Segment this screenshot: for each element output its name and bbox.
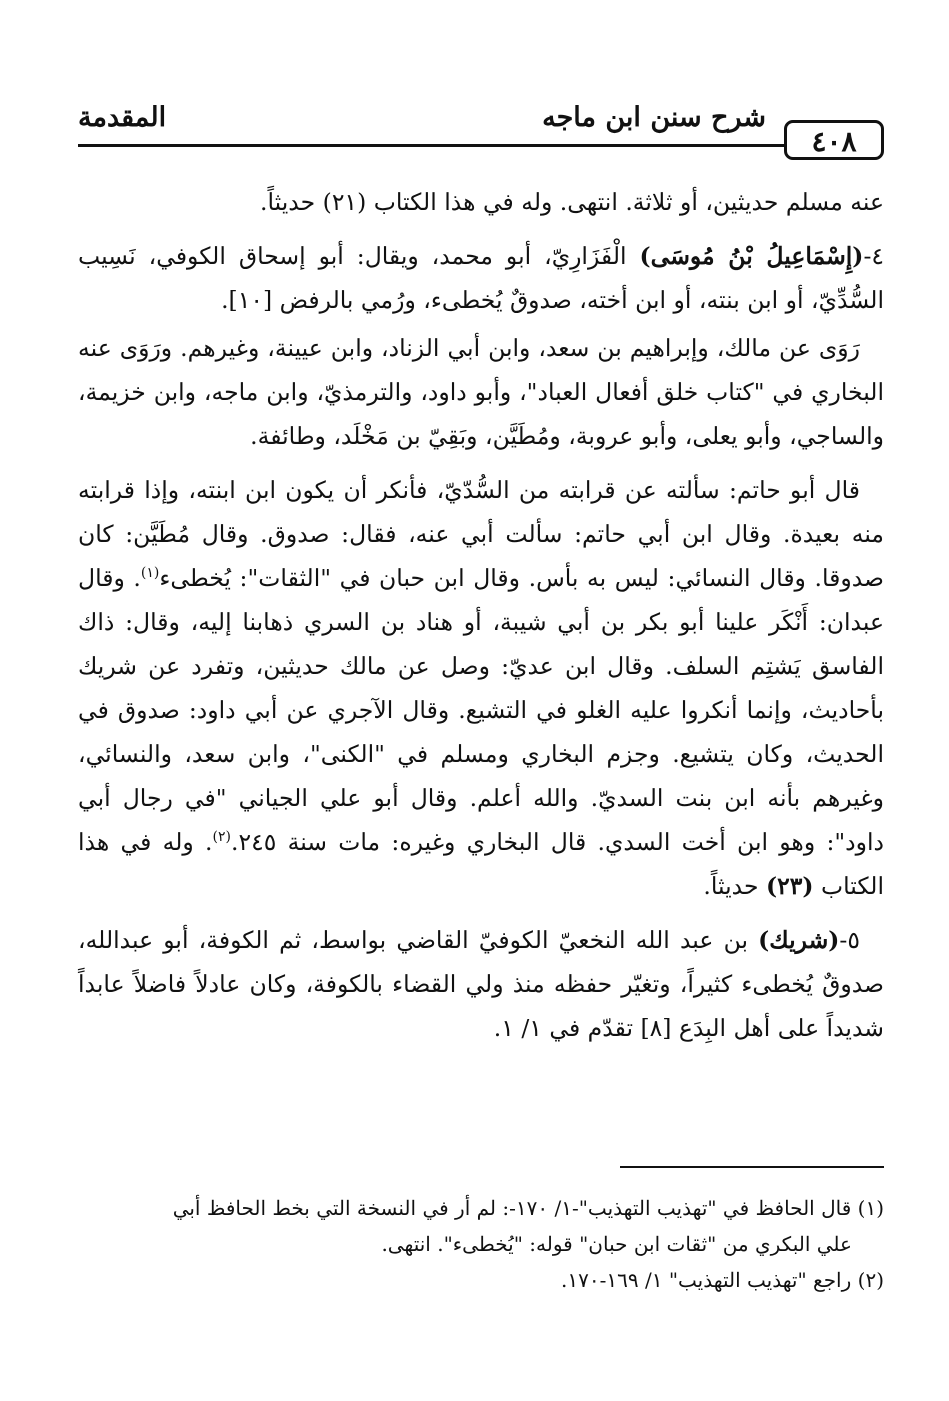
narrator-description: الْفَزَارِيّ، أبو محمد، ويقال: أبو إسحاق الكوفي، نَسِيب السُّدِّيّ، أو ابن بنته، أو ابن أخته، صدوقٌ يُخطىء، ورُمي بالرفض [١٠]. [78, 242, 884, 314]
footnote-1-line-1: (١) قال الحافظ في "تهذيب التهذيب"-١/ ١٧٠-: لم أر في النسخة التي بخط الحافظ أبي [172, 1196, 884, 1220]
critics-text-b: . وقال عبدان: أَنْكَر علينا أبو بكر بن أبي شيبة، أو هناد بن السري ذهابنا إليه، وقال: ذاك الفاسق يَشتِم السلف. وقال ابن عديّ: وصل عن مالك حديثين، وتفرد عن شريك بأحاديث، وإنما أنكروا عليه الغلو في التشيع. وقال الآجري عن أبي داود: صدوق في الحديث، وكان يتشيع. وجزم البخاري ومسلم في "الكنى"، وابن سعد، والنسائي، وغيرهم بأنه ابن بنت السديّ. والله أعلم. وقال أبو علي الجياني "في رجال أبي داود": وهو ابن أخت السدي. قال البخاري وغيره: مات سنة ٢٤٥. [78, 564, 884, 856]
critics-text-a: قال أبو حاتم: سألته عن قرابته من السُّدّيّ، فأنكر أن يكون ابن ابنته، وإذا قرابته منه بعيدة. وقال ابن أبي حاتم: سألت أبي عنه، فقال: صدوق. وقال مُطَيَّن: كان صدوقا. وقال النسائي: ليس به بأس. وقال ابن حبان في "الثقات": يُخطىء [78, 476, 884, 592]
page-number: ٤٠٨ [784, 120, 884, 160]
book-title: شرح سنن ابن ماجه [542, 102, 766, 133]
footnotes [78, 1190, 884, 1298]
narrator-description: بن عبد الله النخعيّ الكوفيّ القاضي بواسط، ثم الكوفة، أبو عبدالله، صدوقٌ يُخطىء كثيراً، وتغيّر حفظه منذ ولي القضاء بالكوفة، وكان عادلاً فاضلاً عابداً شديداً على أهل البِدَع [٨] تقدّم في ١/ ١. [78, 926, 884, 1042]
main-text [78, 180, 884, 1060]
critics-text-d: حديثاً. [703, 872, 766, 900]
footnote-1-line-2: علي البكري من "ثقات ابن حبان" قوله: "يُخطىء". انتهى. [381, 1232, 852, 1256]
narrator-name: (إِسْمَاعِيلُ بْنُ مُوسَى) [639, 242, 864, 270]
paragraph-narrators-list: رَوَى عن مالك، وإبراهيم بن سعد، وابن أبي الزناد، وابن عيينة، وغيرهم. ورَوَى عنه البخاري في "كتاب خلق أفعال العباد"، وأبو داود، والترمذيّ، وابن ماجه، وابن خزيمة، والساجي، وأبو يعلى، وأبو عروبة، ومُطَيَّن، وبَقِيّ بن مَخْلَد، وطائفة. [78, 334, 884, 450]
entry-number: ٥- [839, 926, 860, 954]
section-title: المقدمة [78, 102, 167, 133]
footnote-ref-2[interactable]: (٢) [212, 829, 231, 846]
footnote-ref-1[interactable]: (١) [140, 565, 160, 582]
paragraph-critics [78, 468, 884, 908]
header-rule [78, 144, 884, 147]
entry-number: ٤- [863, 242, 885, 270]
footnote-separator [620, 1166, 884, 1168]
page-header [78, 100, 884, 158]
critics-text-c: . وله في هذا الكتاب [78, 828, 884, 900]
paragraph-narrator-5 [78, 918, 884, 1050]
paragraph-narrator-4 [78, 234, 884, 322]
paragraph-1: عنه مسلم حديثين، أو ثلاثة. انتهى. وله في هذا الكتاب (٢١) حديثاً. [260, 188, 884, 216]
hadith-count: (٢٣) [765, 872, 814, 900]
footnote-2: (٢) راجع "تهذيب التهذيب" ١/ ١٦٩-١٧٠. [561, 1268, 884, 1292]
narrator-name: (شريك) [758, 926, 840, 954]
